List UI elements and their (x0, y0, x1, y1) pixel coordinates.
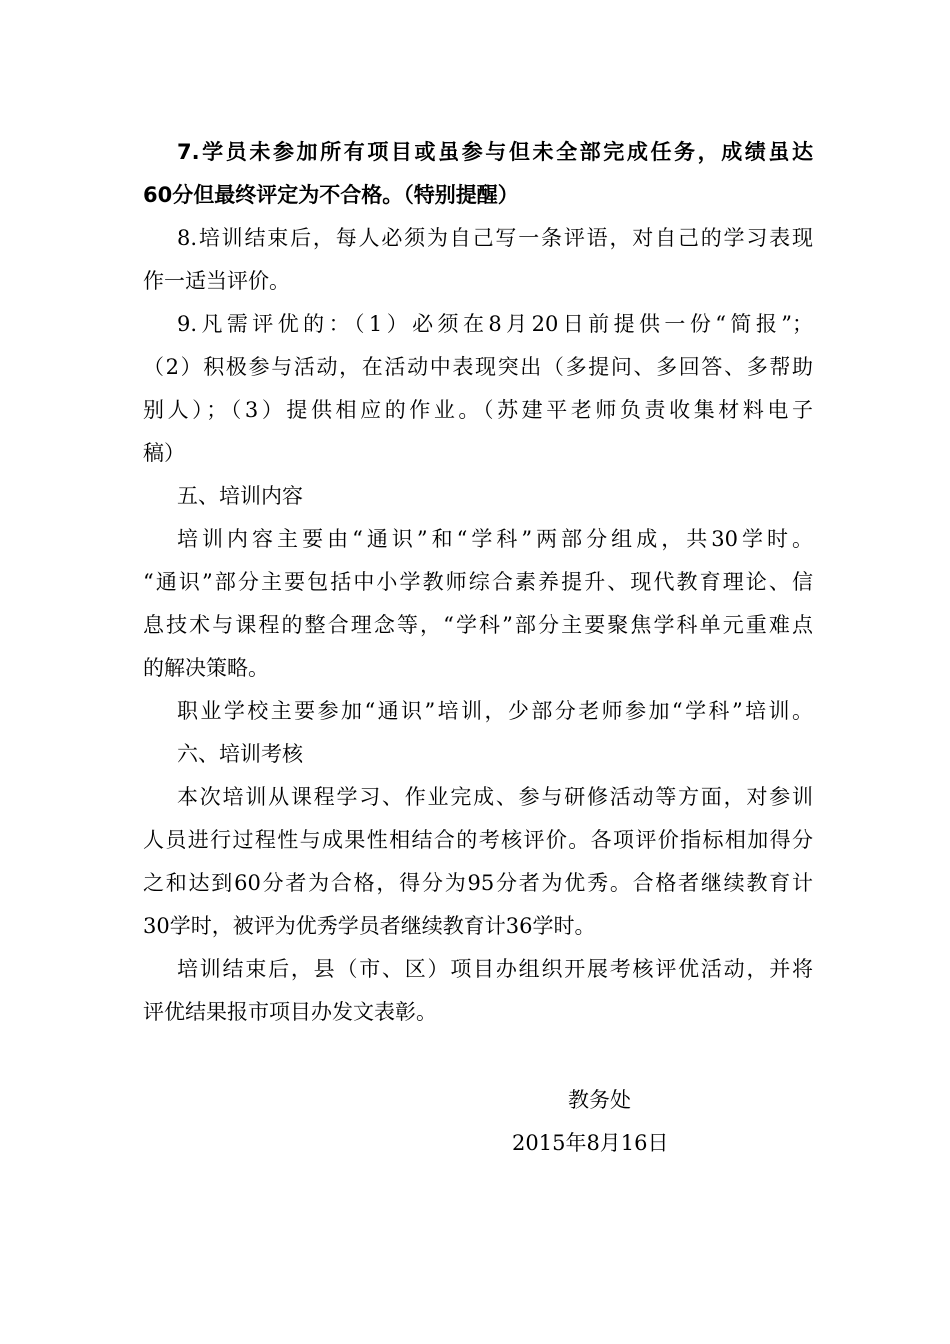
rule-9-line-3: 别人）；（3）提供相应的作业。（苏建平老师负责收集材料电子 (143, 398, 813, 422)
content-para-1-line-2: “通识”部分主要包括中小学教师综合素养提升、现代教育理论、信 (143, 570, 813, 594)
signature-date: 2015年8月16日 (512, 1131, 669, 1155)
section-heading-assessment: 六、培训考核 (177, 742, 303, 766)
rule-9-line-2: （2）积极参与活动，在活动中表现突出（多提问、多回答、多帮助 (143, 355, 813, 379)
assessment-para-1-line-2: 人员进行过程性与成果性相结合的考核评价。各项评价指标相加得分 (143, 828, 813, 852)
rule-7-line-2: 60分但最终评定为不合格。（特别提醒） (143, 183, 519, 207)
content-para-2: 职业学校主要参加“通识”培训，少部分老师参加“学科”培训。 (177, 699, 813, 723)
signature-department: 教务处 (568, 1088, 631, 1112)
rule-7-line-1: 7.学员未参加所有项目或虽参与但未全部完成任务，成绩虽达 (177, 140, 813, 164)
assessment-para-1-line-3: 之和达到60分者为合格，得分为95分者为优秀。合格者继续教育计 (143, 871, 813, 895)
content-para-1-line-4: 的解决策略。 (143, 656, 269, 680)
assessment-para-2-line-1: 培训结束后，县（市、区）项目办组织开展考核评优活动，并将 (177, 957, 813, 981)
rule-8-line-1: 8.培训结束后，每人必须为自己写一条评语，对自己的学习表现 (177, 226, 813, 250)
content-para-1-line-1: 培训内容主要由“通识”和“学科”两部分组成，共30学时。 (177, 527, 813, 551)
assessment-para-1-line-4: 30学时，被评为优秀学员者继续教育计36学时。 (143, 914, 596, 938)
rule-9-line-4: 稿） (143, 441, 185, 465)
rule-9-line-1: 9.凡需评优的：（1）必须在8月20日前提供一份“简报”； (177, 312, 813, 336)
assessment-para-2-line-2: 评优结果报市项目办发文表彰。 (143, 1000, 437, 1024)
assessment-para-1-line-1: 本次培训从课程学习、作业完成、参与研修活动等方面，对参训 (177, 785, 813, 809)
rule-8-line-2: 作一适当评价。 (143, 269, 290, 293)
section-heading-content: 五、培训内容 (177, 484, 303, 508)
content-para-1-line-3: 息技术与课程的整合理念等，“学科”部分主要聚焦学科单元重难点 (143, 613, 813, 637)
